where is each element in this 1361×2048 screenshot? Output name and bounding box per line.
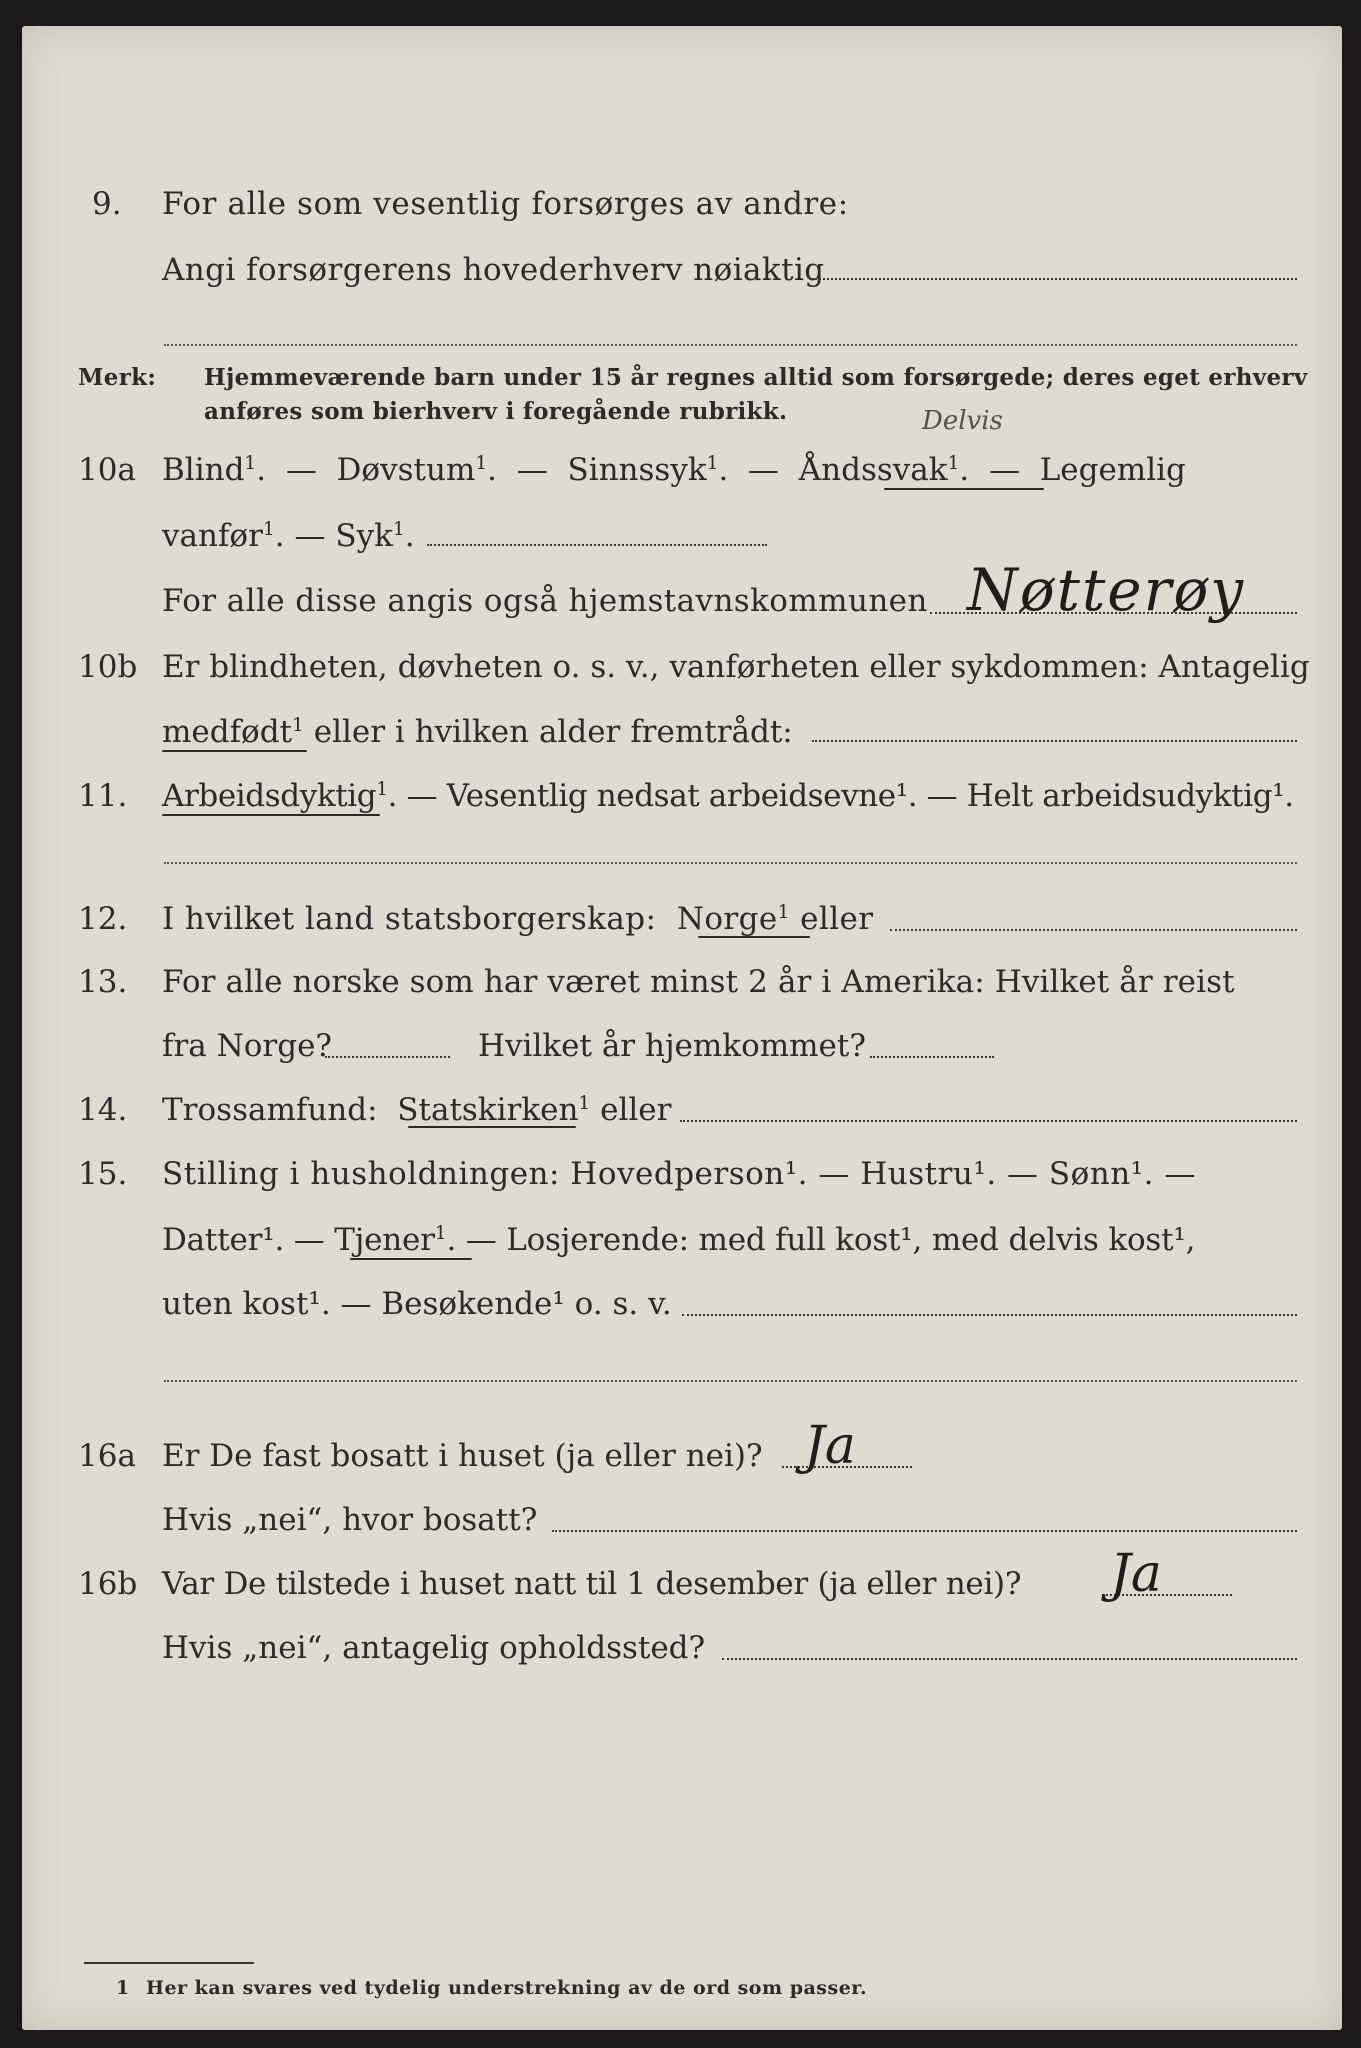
footnote-ref: 1 xyxy=(706,452,719,474)
separator: — xyxy=(285,452,317,488)
q10b-line2 xyxy=(162,714,793,750)
q12-line xyxy=(162,901,874,937)
q14-text: Trossamfund: xyxy=(162,1092,378,1128)
q13-line1: For alle norske som har været minst 2 år i Amerika: Hvilket år reist xyxy=(162,964,1235,1000)
q14-number: 14. xyxy=(78,1092,128,1128)
q10a-number: 10a xyxy=(78,452,136,488)
q10a-handwritten-note: Delvis xyxy=(922,406,1003,436)
q13-reist-line xyxy=(325,1056,450,1058)
q13-line2a: fra Norge? xyxy=(162,1028,333,1064)
q16b-line2: Hvis „nei“, antagelig opholdssted? xyxy=(162,1630,706,1666)
merk-line2: anføres som bierhverv i foregående rubrikk. xyxy=(204,398,788,425)
norge-underline xyxy=(698,936,810,938)
q16a-handwritten-answer: Ja xyxy=(804,1416,856,1476)
q9-answer-line xyxy=(812,278,1297,280)
q9-extra-line xyxy=(164,344,1297,346)
q15-datter: Datter¹. — xyxy=(162,1222,325,1258)
q16a-line2: Hvis „nei“, hvor bosatt? xyxy=(162,1502,538,1538)
footnote-rule xyxy=(84,1962,254,1964)
q15-line1: Stilling i husholdningen: Hovedperson¹. — Hustru¹. — Sønn¹. — xyxy=(162,1156,1196,1192)
option-tjener: Tjener xyxy=(334,1222,435,1258)
option-vanfor: vanfør xyxy=(162,518,263,554)
q9-line1: For alle som vesentlig forsørges av andre: xyxy=(162,186,849,222)
option-dovstum: Døvstum xyxy=(336,452,476,488)
q16a-number: 16a xyxy=(78,1438,136,1474)
footnote-ref: 1 xyxy=(292,714,304,736)
option-sinnssyk: Sinnssyk xyxy=(567,452,707,488)
q10a-syk-line xyxy=(427,544,767,546)
andssvak-underline xyxy=(884,488,1044,490)
merk-label: Merk: xyxy=(78,364,157,391)
separator: — xyxy=(294,518,326,554)
footnote-ref: 1 xyxy=(578,1092,591,1114)
q11-number: 11. xyxy=(78,778,128,814)
q15-number: 15. xyxy=(78,1156,128,1192)
q9-number: 9. xyxy=(92,186,122,222)
option-andssvak: Åndssvak xyxy=(798,452,948,488)
q10a-line3: For alle disse angis også hjemstavnskommunen xyxy=(162,583,928,619)
q16a-line1: Er De fast bosatt i huset (ja eller nei)? xyxy=(162,1438,763,1474)
q10b-answer-line xyxy=(812,740,1297,742)
footnote-text: Her kan svares ved tydelig understrekning av de ord som passer. xyxy=(146,1977,868,1999)
footnote-mark: 1 xyxy=(116,1977,130,1999)
q11-extra-line xyxy=(164,862,1297,864)
footnote-ref: 1 xyxy=(777,901,790,923)
q10b-number: 10b xyxy=(78,649,138,685)
q15-line3: uten kost¹. — Besøkende¹ o. s. v. xyxy=(162,1286,672,1322)
q14-eller: eller xyxy=(600,1092,672,1128)
q13-line2b: Hvilket år hjemkommet? xyxy=(478,1028,866,1064)
footnote-ref: 1 xyxy=(376,778,388,800)
option-medfodt: medfødt xyxy=(162,714,293,750)
footnote-ref: 1 xyxy=(262,518,275,540)
option-arbeidsdyktig: Arbeidsdyktig xyxy=(162,778,377,814)
option-statskirken: Statskirken xyxy=(397,1092,579,1128)
q10b-line1: Er blindheten, døvheten o. s. v., vanførheten eller sykdommen: Antagelig xyxy=(162,649,1310,685)
q16a-bosatt-line xyxy=(552,1530,1297,1532)
separator: — xyxy=(988,452,1020,488)
option-legemlig: Legemlig xyxy=(1039,452,1186,488)
q14-line xyxy=(162,1092,671,1128)
arbeidsdyktig-underline xyxy=(162,814,380,816)
q10a-line2: vanfør$^1$. — Syk$^1$. xyxy=(162,518,415,554)
footnote-ref: 1 xyxy=(244,452,257,474)
option-blind: Blind xyxy=(162,452,245,488)
option-norge: Norge xyxy=(676,901,778,937)
q15-line2-rest: . — Losjerende: med full kost¹, med delvis kost¹, xyxy=(446,1222,1196,1258)
footnote-ref: 1 xyxy=(475,452,488,474)
footnote-ref: 1 xyxy=(947,452,960,474)
q12-answer-line xyxy=(890,929,1297,931)
q10a-handwritten-kommune: Nøtterøy xyxy=(967,556,1246,624)
merk-line1: Hjemmeværende barn under 15 år regnes alltid som forsørgede; deres eget erhverv xyxy=(204,364,1308,391)
q13-hjemkommet-line xyxy=(870,1056,994,1058)
option-syk: Syk xyxy=(335,518,393,554)
q15-answer-line xyxy=(682,1314,1297,1316)
q10a-line1: Blind$^1$. — Døvstum$^1$. — Sinnssyk$^1$. — Åndssvak$^1$. — Legemlig xyxy=(162,452,1186,488)
statskirken-underline xyxy=(408,1126,576,1128)
tjener-underline xyxy=(350,1258,472,1260)
q11-line xyxy=(162,778,1294,814)
medfodt-underline xyxy=(162,750,307,752)
q16b-line1: Var De tilstede i huset natt til 1 desember (ja eller nei)? xyxy=(162,1566,1022,1602)
q16b-opholdssted-line xyxy=(722,1658,1297,1660)
q16b-handwritten-answer: Ja xyxy=(1110,1544,1162,1604)
q12-text: I hvilket land statsborgerskap: xyxy=(162,901,657,937)
q15-extra-line xyxy=(164,1380,1297,1382)
q10b-line2-rest: eller i hvilken alder fremtrådt: xyxy=(313,714,793,750)
footnote-ref: 1 xyxy=(434,1222,447,1244)
q9-line2: Angi forsørgerens hovederhverv nøiaktig xyxy=(162,252,825,288)
census-form-page xyxy=(22,26,1342,2030)
q14-answer-line xyxy=(680,1120,1297,1122)
q12-eller: eller xyxy=(800,901,874,937)
q12-number: 12. xyxy=(78,901,128,937)
separator: — xyxy=(516,452,548,488)
q16b-number: 16b xyxy=(78,1566,138,1602)
footnote-ref: 1 xyxy=(392,518,405,540)
q13-number: 13. xyxy=(78,964,128,1000)
q15-line2 xyxy=(162,1222,1195,1258)
q11-rest: . — Vesentlig nedsat arbeidsevne¹. — Helt arbeidsudyktig¹. xyxy=(387,778,1294,814)
separator: — xyxy=(748,452,780,488)
